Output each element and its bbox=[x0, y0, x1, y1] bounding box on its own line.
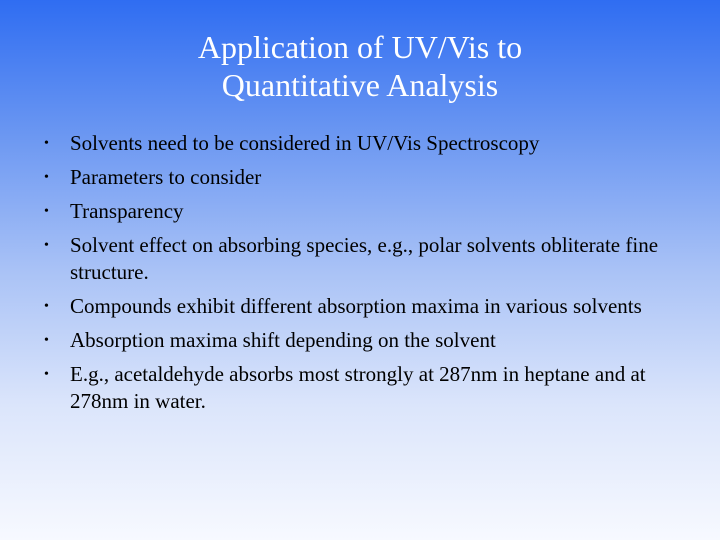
bullet-text: Solvents need to be considered in UV/Vis Spectroscopy bbox=[70, 131, 540, 155]
bullet-dot-icon: • bbox=[44, 299, 49, 314]
slide-title bbox=[0, 28, 720, 104]
bullet-text: Compounds exhibit different absorption maxima in various solvents bbox=[70, 294, 642, 318]
bullet-text: E.g., acetaldehyde absorbs most strongly at 287nm in heptane and at 278nm in water. bbox=[70, 362, 646, 413]
bullet-dot-icon: • bbox=[44, 204, 49, 219]
bullet-item bbox=[44, 130, 684, 157]
bullet-dot-icon: • bbox=[44, 333, 49, 348]
bullet-list bbox=[44, 130, 684, 422]
bullet-item bbox=[44, 293, 684, 320]
bullet-dot-icon: • bbox=[44, 367, 49, 382]
bullet-item bbox=[44, 361, 684, 415]
bullet-dot-icon: • bbox=[44, 136, 49, 151]
bullet-text: Solvent effect on absorbing species, e.g., polar solvents obliterate fine structure. bbox=[70, 233, 659, 284]
bullet-dot-icon: • bbox=[44, 238, 49, 253]
bullet-text: Absorption maxima shift depending on the solvent bbox=[70, 328, 496, 352]
bullet-text: Transparency bbox=[70, 199, 184, 223]
bullet-item bbox=[44, 232, 684, 286]
bullet-item bbox=[44, 327, 684, 354]
slide-title-line-2: Quantitative Analysis bbox=[221, 67, 499, 103]
bullet-text: Parameters to consider bbox=[70, 165, 262, 189]
bullet-item bbox=[44, 164, 684, 191]
slide-title-line-1: Application of UV/Vis to bbox=[197, 29, 523, 65]
bullet-item bbox=[44, 198, 684, 225]
bullet-dot-icon: • bbox=[44, 170, 49, 185]
